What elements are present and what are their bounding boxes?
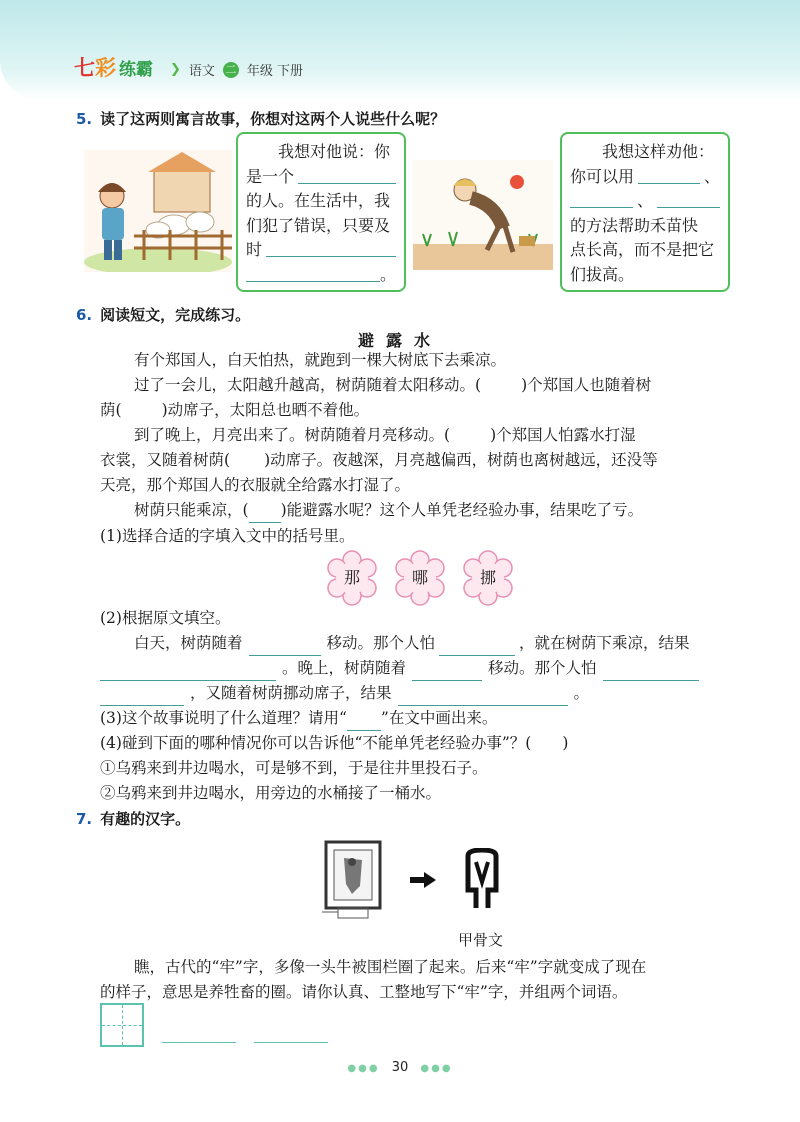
bubble2-line1: 我想这样劝他：	[602, 142, 715, 161]
page-number-text: 30	[391, 1060, 409, 1075]
story-para-3-line3: 天亮，那个郑国人的衣服就全给露水打湿了。	[100, 476, 411, 494]
story-para-1: 有个郑国人，白天怕热，就跑到一棵大树底下去乘凉。	[134, 351, 507, 369]
bubble1-line1: 我想对他说：你	[278, 142, 391, 161]
oracle-bone-character-icon	[462, 848, 502, 918]
fill-blank-6[interactable]	[100, 687, 184, 706]
option-2: ②乌鸦来到井边喝水，用旁边的水桶接了一桶水。	[100, 784, 442, 802]
bubble1-blank-1[interactable]	[298, 165, 396, 184]
s3-part-a: (3)这个故事说明了什么道理？请用“	[100, 709, 347, 727]
q5-title	[76, 108, 445, 129]
dots-right-icon: ●●●	[420, 1063, 453, 1074]
story-para-2-line1	[134, 373, 651, 398]
bubble1-line3: 的人。在生活中，我	[246, 191, 391, 210]
option-1: ①乌鸦来到井边喝水，可是够不到，于是往井里投石子。	[100, 759, 488, 777]
s2-part-e: 移动。那个人怕	[488, 659, 597, 677]
char-choice-nuo[interactable]	[460, 550, 516, 606]
word-blank-1[interactable]	[162, 1042, 236, 1043]
fill-blank-7[interactable]	[398, 687, 568, 706]
fill-blank-4[interactable]	[412, 662, 482, 681]
p3-part-a: 到了晚上，月亮出来了。树荫随着月亮移动。(	[134, 426, 451, 444]
bubble1-line5: 时	[246, 240, 263, 259]
p2-part-b: )个郑国人也随着树	[521, 376, 652, 394]
shepherd-sheep-picture	[84, 150, 232, 272]
bubble1-line4: 们犯了错误，只要及	[246, 215, 391, 235]
bubble1-blank-3[interactable]	[246, 263, 380, 282]
p3-part-c: 衣裳，又随着树荫(	[100, 451, 231, 469]
story-para-3-line2	[100, 448, 658, 473]
page-number	[0, 1060, 800, 1075]
bubble1-line2: 是一个	[246, 166, 295, 186]
farmer-seedlings-picture	[413, 160, 553, 270]
subject-label: 语文	[188, 64, 215, 79]
header-band	[0, 0, 800, 100]
chevron-right-icon: ❯	[170, 62, 181, 77]
p2-part-c: 荫(	[100, 401, 122, 419]
char-choice-na3[interactable]	[392, 550, 448, 606]
brand-lianba: 练霸	[119, 60, 153, 80]
brand-logo	[74, 52, 153, 82]
fill-blank-3[interactable]	[100, 662, 276, 681]
bubble2-line4: 的方法帮助禾苗快	[570, 215, 699, 235]
bubble2-line2a: 你可以用	[570, 166, 635, 186]
char-na-label: 那	[343, 568, 360, 587]
q6-text: 阅读短文，完成练习。	[100, 306, 251, 324]
arrow-right-icon	[410, 872, 436, 888]
s3-part-b: ”在文中画出来。	[380, 709, 498, 727]
subq-2-line2	[100, 656, 699, 681]
grid-guide-horizontal	[102, 1025, 142, 1026]
q7-text: 有趣的汉字。	[100, 810, 191, 828]
subq-2-line3	[100, 681, 589, 706]
writing-grid-box[interactable]	[100, 1003, 144, 1047]
q5-number: 5.	[76, 110, 93, 128]
s2-part-f: ，又随着树荫挪动席子，结果	[190, 684, 392, 702]
word-blank-2[interactable]	[254, 1042, 328, 1043]
oracle-label: 甲骨文	[458, 931, 504, 949]
s2-part-c: ，就在树荫下乘凉，结果	[519, 634, 690, 652]
bubble2-line6: 们拔高。	[570, 264, 635, 284]
bubble2-blank-3[interactable]	[657, 189, 720, 208]
ox-in-pen-illustration	[322, 838, 384, 920]
p3-part-b: )个郑国人怕露水打湿	[490, 426, 636, 444]
q5-speech-bubble-2	[560, 132, 730, 292]
s2-part-a: 白天，树荫随着	[134, 634, 243, 652]
p4-part-a: 树荫只能乘凉，(	[134, 501, 249, 519]
char-nuo-label: 挪	[479, 568, 496, 587]
subq-1: (1)选择合适的字填入文中的括号里。	[100, 527, 355, 545]
underline-sample	[347, 712, 381, 731]
q5-text: 读了这两则寓言故事，你想对这两个人说些什么呢？	[100, 110, 446, 128]
char-choice-na[interactable]	[324, 550, 380, 606]
s2-part-g: 。	[573, 684, 590, 702]
fill-blank-5[interactable]	[603, 662, 699, 681]
q5-speech-bubble-1	[236, 132, 406, 292]
s2-part-b: 移动。那个人怕	[326, 634, 436, 652]
subq-3	[100, 706, 497, 731]
bubble1-blank-2[interactable]	[266, 238, 396, 257]
bubble2-line3: 、	[637, 191, 654, 210]
p2-part-d: )动席子，太阳总也晒不着他。	[161, 401, 370, 419]
p3-part-d: )动席子。夜越深，月亮越偏西，树荫也离树越远，还没等	[264, 451, 658, 469]
q7-number: 7.	[76, 810, 93, 828]
story-title: 避露水	[357, 331, 442, 350]
p4-part-b: )能避露水呢？这个人单凭老经验办事，结果吃了亏。	[280, 501, 644, 519]
breadcrumb	[170, 60, 303, 79]
dots-left-icon: ●●●	[347, 1063, 380, 1074]
subq-4: (4)碰到下面的哪种情况你可以告诉他“不能单凭老经验办事”？( )	[100, 734, 569, 752]
fill-blank-1[interactable]	[249, 637, 321, 656]
subq-2: (2)根据原文填空。	[100, 609, 231, 627]
subq-2-line1	[134, 631, 690, 656]
paren-blank-5[interactable]	[249, 504, 281, 523]
fill-blank-2[interactable]	[439, 637, 515, 656]
p2-part-a: 过了一会儿，太阳越升越高，树荫随着太阳移动。(	[134, 376, 482, 394]
q7-para-line1: 瞧，古代的“牢”字，多像一头牛被围栏圈了起来。后来“牢”字就变成了现在	[134, 958, 647, 976]
story-para-4	[134, 498, 643, 523]
story-para-3-line1	[134, 423, 636, 448]
brand-cai: 彩	[95, 56, 116, 80]
bubble2-blank-1[interactable]	[638, 165, 700, 184]
q6-number: 6.	[76, 306, 93, 324]
char-na3-label: 哪	[411, 568, 428, 587]
bubble2-line5: 点长高，而不是把它	[570, 240, 715, 259]
q6-title	[76, 304, 250, 325]
brand-qi: 七	[74, 56, 95, 80]
s2-part-d: 。晚上，树荫随着	[282, 659, 407, 677]
grade-number-badge: 二	[223, 62, 239, 78]
grade-label: 年级 下册	[246, 64, 304, 79]
bubble2-blank-2[interactable]	[570, 189, 633, 208]
q7-title	[76, 808, 190, 829]
bubble1-end: 。	[379, 264, 396, 284]
q7-para-line2: 的样子，意思是养牲畜的圈。请你认真、工整地写下“牢”字，并组两个词语。	[100, 983, 628, 1001]
bubble2-line2b: 、	[703, 166, 720, 186]
story-para-2-line2	[100, 398, 369, 423]
